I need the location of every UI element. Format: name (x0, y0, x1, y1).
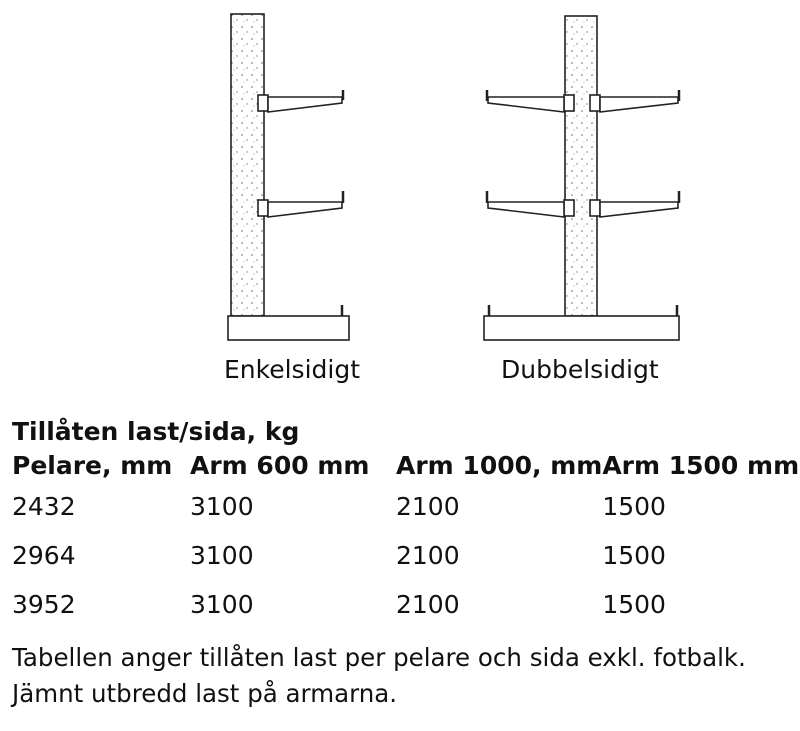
single-sided-rack (228, 14, 349, 340)
note-line-2: Jämnt utbredd last på armarna. (12, 679, 398, 708)
header-column: Pelare, mm (12, 450, 173, 480)
single-upper-arm (258, 90, 343, 112)
single-sided-label: Enkelsidigt (224, 355, 361, 384)
cell-column-height: 3952 (12, 590, 76, 619)
single-column (231, 14, 264, 316)
cell-arm-1000: 2100 (396, 541, 460, 570)
double-base (484, 316, 679, 340)
header-arm-1000: Arm 1000, mm (396, 450, 603, 480)
header-arm-1500: Arm 1500 mm (602, 450, 800, 480)
single-lower-arm (258, 191, 343, 217)
table-row (12, 482, 799, 531)
cell-column-height: 2964 (12, 541, 76, 570)
table-row (12, 580, 799, 629)
cell-arm-1500: 1500 (602, 492, 666, 521)
cell-arm-1000: 2100 (396, 492, 460, 521)
header-arm-600: Arm 600 mm (190, 450, 370, 480)
double-column (565, 16, 597, 316)
cell-arm-1500: 1500 (602, 541, 666, 570)
cell-arm-1000: 2100 (396, 590, 460, 619)
table-row (12, 531, 799, 580)
rack-drawings (0, 0, 800, 350)
double-sided-rack (484, 16, 679, 340)
table-notes (12, 640, 746, 712)
cell-arm-600: 3100 (190, 541, 254, 570)
cell-arm-1500: 1500 (602, 590, 666, 619)
single-base (228, 316, 349, 340)
cell-column-height: 2432 (12, 492, 76, 521)
cell-arm-600: 3100 (190, 590, 254, 619)
table-title: Tillåten last/sida, kg (12, 417, 300, 446)
table-header-row (12, 448, 799, 482)
load-table (12, 448, 799, 629)
double-sided-label: Dubbelsidigt (501, 355, 659, 384)
cell-arm-600: 3100 (190, 492, 254, 521)
note-line-1: Tabellen anger tillåten last per pelare och sida exkl. fotbalk. (12, 643, 746, 672)
